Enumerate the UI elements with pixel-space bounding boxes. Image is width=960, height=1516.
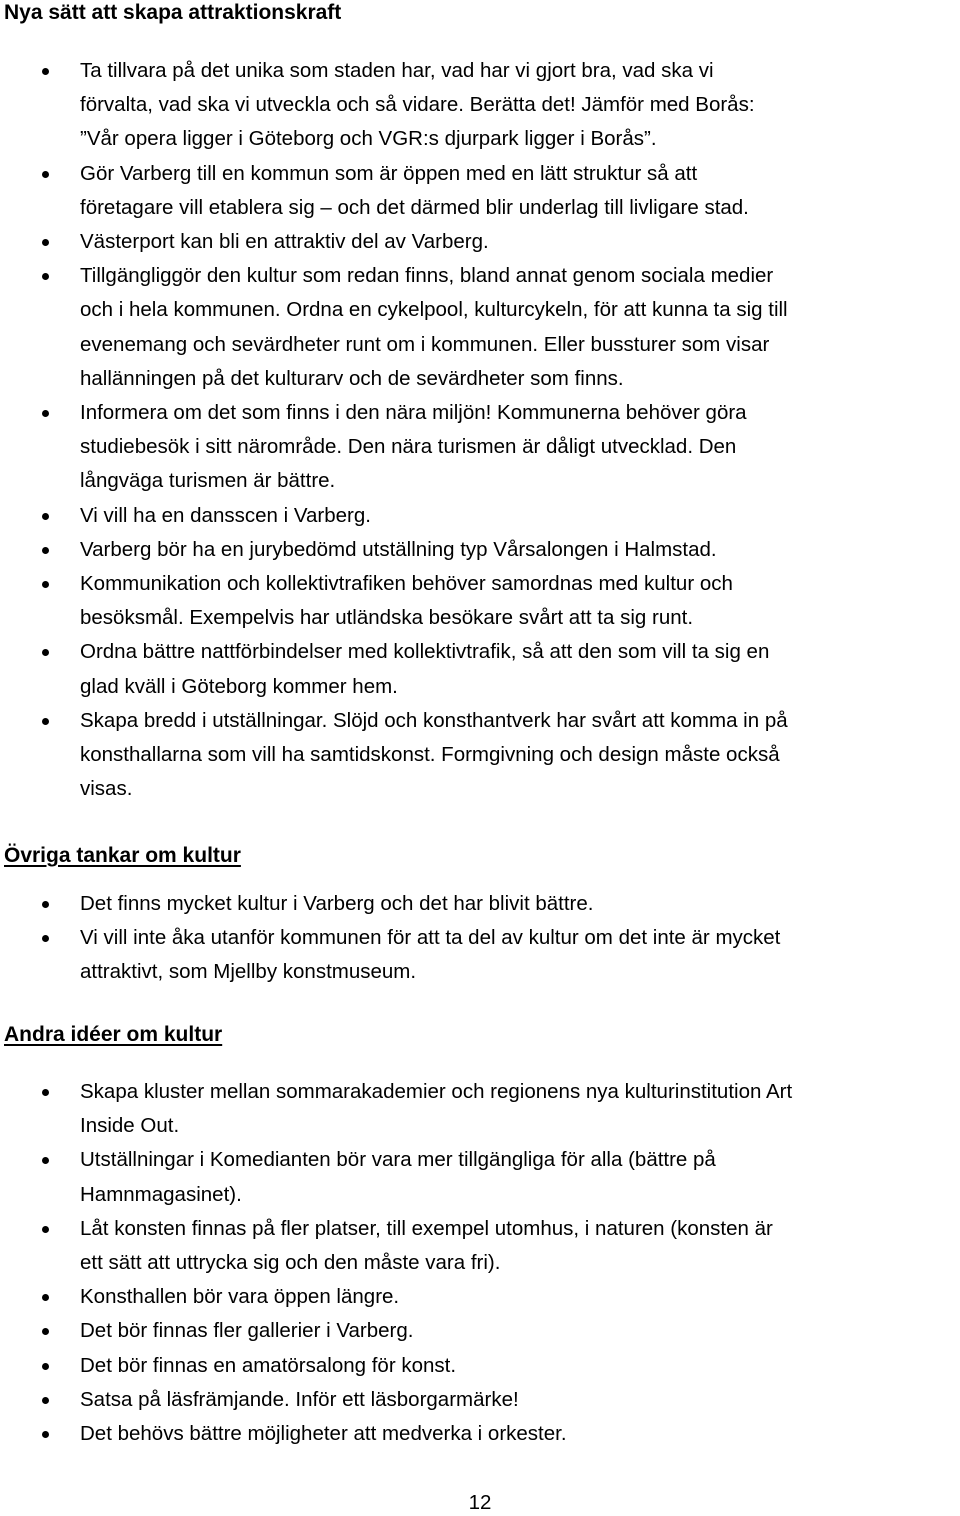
section-heading-attraktionskraft: Nya sätt att skapa attraktionskraft <box>4 1 342 24</box>
bullet-icon <box>42 410 49 417</box>
bullet-icon <box>42 1089 49 1096</box>
list-item: Gör Varberg till en kommun som är öppen med en lätt struktur så att företagare vill etablera sig – och det därmed blir underlag till livligare stad. <box>0 157 960 225</box>
bullet-icon <box>42 513 49 520</box>
bullet-list-andra-ideer <box>0 1075 960 1451</box>
list-item: Det bör finnas fler gallerier i Varberg. <box>0 1314 960 1348</box>
list-item: Kommunikation och kollektivtrafiken behöver samordnas med kultur och besöksmål. Exempelvis har utländska besökare svårt att ta sig runt. <box>0 567 960 635</box>
list-item: Vi vill ha en dansscen i Varberg. <box>0 499 960 533</box>
bullet-icon <box>42 649 49 656</box>
list-item: Det bör finnas en amatörsalong för konst. <box>0 1349 960 1383</box>
bullet-icon <box>42 1328 49 1335</box>
bullet-icon <box>42 273 49 280</box>
bullet-icon <box>42 901 49 908</box>
list-item: Tillgängliggör den kultur som redan finns, bland annat genom sociala medier och i hela kommunen. Ordna en cykelpool, kulturcykeln, för att kunna ta sig till evenemang och sevärdheter runt om i kommunen. Eller bussturer som visar hallänningen på det kulturarv och de sevärdheter som finns. <box>0 259 960 396</box>
bullet-icon <box>42 1294 49 1301</box>
bullet-icon <box>42 239 49 246</box>
list-item: Ordna bättre nattförbindelser med kollektivtrafik, så att den som vill ta sig en glad kväll i Göteborg kommer hem. <box>0 635 960 703</box>
bullet-icon <box>42 547 49 554</box>
bullet-icon <box>42 1397 49 1404</box>
list-item: Utställningar i Komedianten bör vara mer tillgängliga för alla (bättre på Hamnmagasinet). <box>0 1143 960 1211</box>
bullet-icon <box>42 1363 49 1370</box>
list-item: Informera om det som finns i den nära miljön! Kommunerna behöver göra studiebesök i sitt närområde. Den nära turismen är dåligt utvecklad. Den långväga turismen är bättre. <box>0 396 960 499</box>
section-heading-ovriga-tankar: Övriga tankar om kultur <box>4 844 241 867</box>
list-item: Varberg bör ha en jurybedömd utställning typ Vårsalongen i Halmstad. <box>0 533 960 567</box>
section-heading-andra-ideer: Andra idéer om kultur <box>4 1023 223 1046</box>
list-item: Det finns mycket kultur i Varberg och det har blivit bättre. <box>0 887 960 921</box>
bullet-list-attraktionskraft <box>0 54 960 806</box>
list-item: Ta tillvara på det unika som staden har, vad har vi gjort bra, vad ska vi förvalta, vad ska vi utveckla och så vidare. Berätta det! Jämför med Borås: ”Vår opera ligger i Göteborg och VGR:s djurpark ligger i Borås”. <box>0 54 960 157</box>
bullet-icon <box>42 1431 49 1438</box>
list-item: Konsthallen bör vara öppen längre. <box>0 1280 960 1314</box>
page-number: 12 <box>468 1491 492 1514</box>
bullet-icon <box>42 171 49 178</box>
bullet-list-ovriga-tankar <box>0 887 960 990</box>
list-item: Skapa bredd i utställningar. Slöjd och konsthantverk har svårt att komma in på konsthallarna som vill ha samtidskonst. Formgivning och design måste också visas. <box>0 704 960 807</box>
list-item: Låt konsten finnas på fler platser, till exempel utomhus, i naturen (konsten är ett sätt att uttrycka sig och den måste vara fri). <box>0 1212 960 1280</box>
list-item: Satsa på läsfrämjande. Inför ett läsborgarmärke! <box>0 1383 960 1417</box>
bullet-icon <box>42 68 49 75</box>
list-item: Vi vill inte åka utanför kommunen för att ta del av kultur om det inte är mycket attraktivt, som Mjellby konstmuseum. <box>0 921 960 989</box>
list-item: Det behövs bättre möjligheter att medverka i orkester. <box>0 1417 960 1451</box>
list-item: Västerport kan bli en attraktiv del av Varberg. <box>0 225 960 259</box>
bullet-icon <box>42 1157 49 1164</box>
bullet-icon <box>42 581 49 588</box>
bullet-icon <box>42 935 49 942</box>
bullet-icon <box>42 1226 49 1233</box>
list-item: Skapa kluster mellan sommarakademier och regionens nya kulturinstitution Art Inside Out. <box>0 1075 960 1143</box>
bullet-icon <box>42 718 49 725</box>
